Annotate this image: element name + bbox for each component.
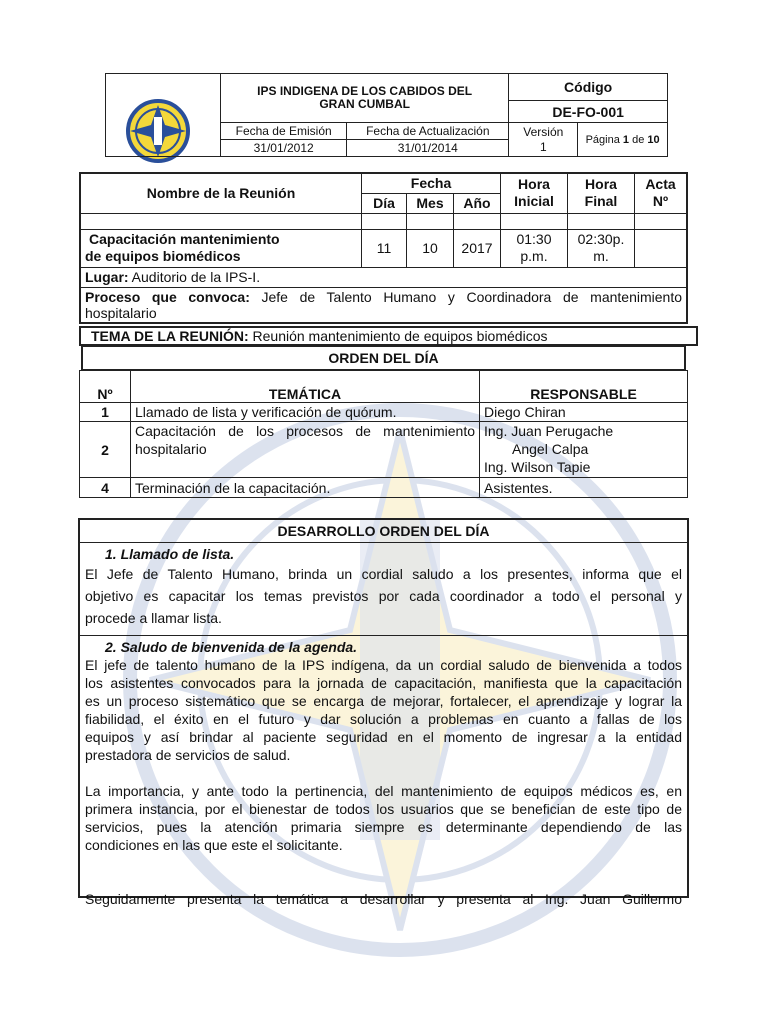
nombre-reunion-value [80, 229, 362, 267]
pagina-current: 1 [622, 133, 630, 146]
section-saludo [80, 636, 687, 908]
proceso-row [80, 287, 687, 323]
section-llamado [80, 543, 687, 636]
pagina-label: Página [585, 133, 620, 146]
acta-label [635, 173, 688, 213]
nombre-reunion-line-2: de equipos biomédicos [85, 248, 241, 264]
acta-label-2: Nº [652, 193, 669, 210]
institution-line-2: GRAN CUMBAL [319, 97, 410, 111]
hora-final-value [568, 229, 635, 267]
section-2-heading: 2. Saludo de bienvenida de la agenda. [105, 639, 358, 655]
version-value: 1 [539, 139, 547, 154]
fecha-label: Fecha [362, 173, 501, 193]
paragraph-line: equipos y así brindar al paciente seguridad en el momento de ingresar a la entidad [85, 729, 682, 745]
pagina-de: de [632, 133, 645, 146]
section-1-line: procede a llamar lista. [85, 610, 222, 626]
row-tematica [131, 422, 480, 478]
col-responsable-header: RESPONSABLE [480, 371, 688, 403]
paragraph-line: servicios, pues la atención primaria siempre es determinante dependiendo de las [85, 819, 682, 835]
proceso-value-2: hospitalario [85, 304, 157, 321]
row-tematica-line-1: Capacitación de los procesos de mantenimiento [135, 423, 475, 439]
nombre-reunion-line-1: Capacitación mantenimiento [89, 231, 280, 247]
meeting-table [79, 172, 688, 324]
row-tematica: Llamado de lista y verificación de quórum. [131, 403, 480, 422]
table-row [80, 478, 688, 498]
orden-table [79, 370, 688, 498]
pagina-cell [578, 123, 668, 157]
paragraph-line: prestadora de servicios de salud. [85, 747, 291, 763]
codigo-value: DE-FO-001 [509, 101, 668, 123]
fecha-emision-cell [221, 123, 347, 157]
logo-cell [106, 74, 221, 157]
codigo-label: Código [509, 74, 668, 101]
lugar-row [80, 267, 687, 287]
row-responsable-line-2: Angel Calpa [512, 441, 589, 457]
hora-inicial-value-2: p.m. [520, 248, 548, 264]
lugar-label: Lugar: [85, 269, 129, 285]
mes-value: 10 [407, 229, 454, 267]
row-responsable-line-1: Ing. Juan Perugache [484, 423, 614, 439]
section-1-heading: 1. Llamado de lista. [105, 546, 235, 562]
desarrollo-title: DESARROLLO ORDEN DEL DÍA [80, 520, 687, 543]
paragraph-line: fiabilidad, el éxito en el futuro y dar solución a problemas en cuanto a fallas de los [85, 711, 682, 727]
paragraph-line: primera instancia, por el bienestar de todos los usuarios que se benefician de este tipo de [85, 801, 682, 817]
hora-inicial-label [501, 173, 568, 213]
tema-label: TEMA DE LA REUNIÓN: [91, 328, 249, 344]
hora-inicial-label-1: Hora [518, 176, 550, 193]
orden-title: ORDEN DEL DÍA [81, 345, 686, 371]
fecha-actualizacion-label: Fecha de Actualización [347, 123, 508, 140]
acta-label-1: Acta [645, 176, 676, 193]
section-1-line: objetivo es capacitar los temas previstos por cada coordinador a todo el personal y [85, 588, 682, 604]
row-num: 1 [80, 403, 131, 422]
paragraph-line: los asistentes convocados para la jornada de capacitación, manifiesta que la capacitación [85, 675, 682, 691]
nombre-reunion-label: Nombre de la Reunión [80, 173, 362, 213]
version-label: Versión [523, 124, 564, 139]
institution-line-1: IPS INDIGENA DE LOS CABIDOS DEL [257, 84, 473, 98]
fecha-emision-value: 31/01/2012 [253, 141, 314, 155]
table-row [80, 403, 688, 422]
anio-label: Año [454, 193, 501, 213]
institution-name [221, 74, 509, 123]
version-cell [509, 123, 578, 157]
hora-final-value-1: 02:30p. [577, 231, 625, 247]
row-responsable [480, 422, 688, 478]
proceso-value-1: Jefe de Talento Humano y Coordinadora de mantenimiento [249, 288, 682, 305]
acta-value [635, 229, 688, 267]
hora-final-value-2: m. [593, 248, 609, 264]
dia-label: Día [362, 193, 407, 213]
tema-row [79, 326, 698, 346]
section-1-line: El Jefe de Talento Humano, brinda un cordial saludo a los presentes, informa que el [85, 566, 682, 582]
row-tematica: Terminación de la capacitación. [131, 478, 480, 498]
row-responsable-line-3: Ing. Wilson Tapie [484, 459, 591, 475]
hora-inicial-value-1: 01:30 [516, 231, 552, 247]
fecha-actualizacion-cell [347, 123, 509, 157]
fecha-emision-label: Fecha de Emisión [221, 123, 346, 140]
paragraph-line: es un proceso sistemático que se encarga de mejorar, fortalecer, el aprendizaje y lograr la [85, 693, 682, 709]
row-num: 4 [80, 478, 131, 498]
mes-label: Mes [407, 193, 454, 213]
paragraph-line: condiciones en las que este el solicitante. [85, 837, 343, 853]
hora-final-label [568, 173, 635, 213]
row-num: 2 [80, 422, 131, 478]
table-row [80, 422, 688, 478]
row-responsable: Diego Chiran [480, 403, 688, 422]
header-table [105, 73, 668, 157]
hora-inicial-label-2: Inicial [514, 193, 554, 210]
paragraph-line: El jefe de talento humano de la IPS indígena, da un cordial saludo de bienvenida a todos [85, 657, 682, 673]
hora-final-label-1: Hora [585, 176, 617, 193]
pagina-total: 10 [647, 133, 660, 146]
col-num-header: Nº [80, 371, 131, 403]
tema-value: Reunión mantenimiento de equipos biomédicos [248, 328, 548, 344]
col-tematica-header: TEMÁTICA [131, 371, 480, 403]
proceso-label: Proceso que convoca: [85, 288, 250, 305]
lugar-value: Auditorio de la IPS-I. [128, 269, 261, 285]
row-responsable: Asistentes. [480, 478, 688, 498]
hora-final-label-2: Final [584, 193, 618, 210]
paragraph-line: La importancia, y ante todo la pertinencia, del mantenimiento de equipos médicos es, en [85, 783, 682, 799]
hora-inicial-value [501, 229, 568, 267]
dia-value: 11 [362, 229, 407, 267]
paragraph-line: Seguidamente presenta la temática a desarrollar y presenta al Ing. Juan Guillermo [85, 891, 682, 907]
anio-value: 2017 [454, 229, 501, 267]
desarrollo-box [78, 518, 689, 907]
fecha-actualizacion-value: 31/01/2014 [397, 141, 458, 155]
row-tematica-line-2: hospitalario [135, 441, 207, 457]
